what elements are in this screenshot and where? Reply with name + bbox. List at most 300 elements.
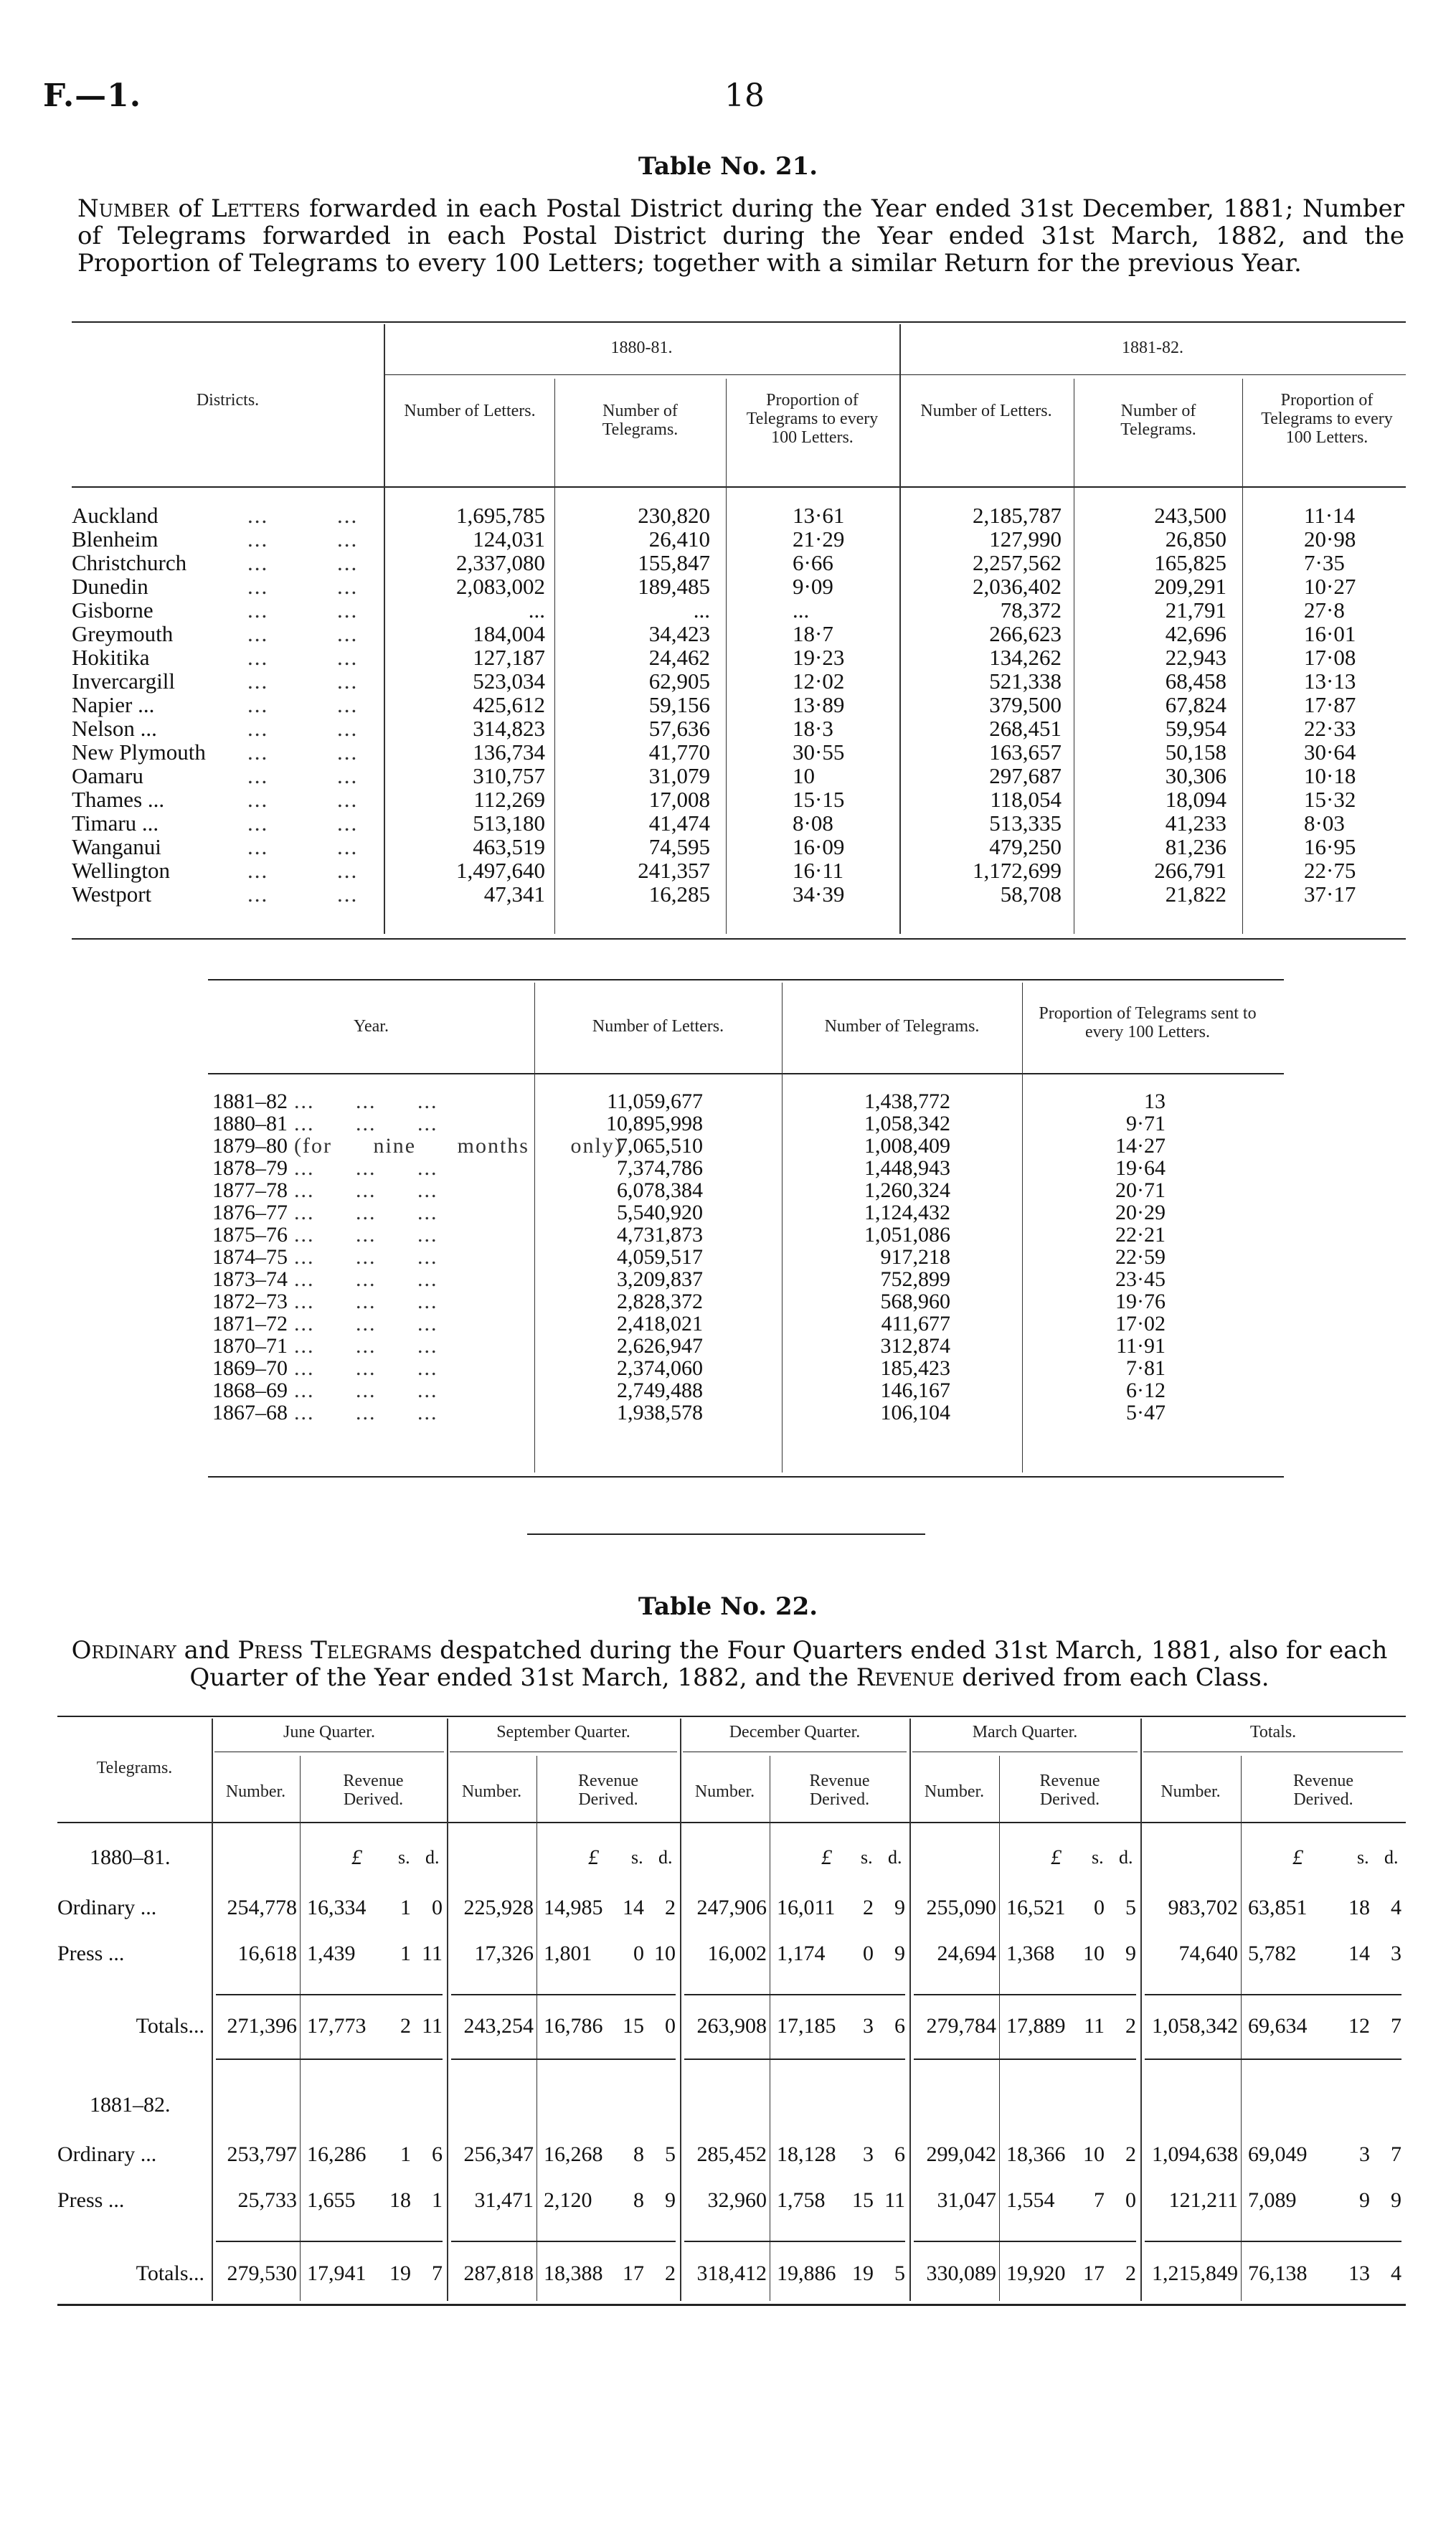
proportion-value: 5·47 [1126, 1401, 1166, 1424]
letters-1880-81: ... [528, 597, 545, 623]
table-21-caption: Number of Letters forwarded in each Postal District during the Year ended 31st December, 1881; Number of Telegrams forwarded in each Postal District during the Year ended 31st March, 1882, and the Proportion of Telegrams to every 100 Letters; together with a similar Return for the previous Year. [77, 194, 1404, 278]
proportion-1881-82: 30·64 [1304, 739, 1356, 765]
revenue-pence: 9 [894, 1896, 905, 1919]
leader-dots: ... [337, 716, 359, 741]
year-suffix: ... ... ... [294, 1334, 438, 1358]
letters-1881-82: 2,185,787 [973, 503, 1062, 528]
leader-dots: ... [247, 716, 269, 741]
telegrams-1880-81: 241,357 [638, 858, 710, 883]
telegrams-1881-82: 21,822 [1165, 881, 1226, 907]
revenue-pounds: 14,985 [544, 1896, 603, 1919]
proportion-value: 20·71 [1115, 1178, 1166, 1202]
header-number: Number. [225, 1782, 286, 1801]
pence-unit: d. [425, 1847, 440, 1868]
revenue-pounds: 1,439 [307, 1942, 356, 1965]
revenue-pence: 0 [665, 2014, 676, 2038]
letters-1881-82: 78,372 [1000, 597, 1062, 623]
proportion-1880-81: 18·7 [793, 621, 833, 646]
proportion-value: 14·27 [1115, 1134, 1166, 1158]
header-number: Number. [694, 1782, 755, 1801]
revenue-pounds: 18,366 [1006, 2142, 1066, 2166]
revenue-shillings: 0 [1094, 1896, 1105, 1919]
revenue-pence: 9 [665, 2188, 676, 2212]
revenue-shillings: 7 [1094, 2188, 1105, 2212]
proportion-value: 13 [1144, 1090, 1166, 1113]
table-row [72, 598, 1406, 622]
telegram-count: 263,908 [696, 2014, 767, 2038]
year-label: 1875–76 [212, 1223, 288, 1247]
telegrams-1880-81: 24,462 [648, 645, 710, 670]
leader-dots: ... [337, 881, 359, 907]
telegram-count: 285,452 [696, 2142, 767, 2166]
revenue-shillings: 19 [389, 2261, 411, 2285]
revenue-shillings: 19 [852, 2261, 874, 2285]
revenue-pence: 9 [1391, 2188, 1401, 2212]
year-label: 1880–81 [212, 1112, 288, 1135]
letters-count: 2,374,060 [617, 1356, 703, 1380]
revenue-shillings: 0 [863, 1942, 874, 1965]
revenue-pence: 5 [894, 2261, 905, 2285]
proportion-1880-81: 30·55 [793, 739, 845, 765]
summary-row [208, 1201, 1284, 1224]
revenue-pounds: 2,120 [544, 2188, 592, 2212]
pound-unit: £ [351, 1845, 362, 1869]
pound-unit: £ [821, 1845, 832, 1869]
district-name: Christchurch [72, 550, 187, 575]
revenue-pounds: 76,138 [1248, 2261, 1308, 2285]
telegram-count: 25,733 [237, 2188, 297, 2212]
header-revenue: Revenue Derived. [809, 1772, 870, 1809]
proportion-1881-82: 13·13 [1304, 668, 1356, 694]
telegrams-count: 106,104 [880, 1401, 950, 1424]
telegram-count: 24,694 [937, 1942, 996, 1965]
header-revenue: Revenue Derived. [1293, 1772, 1353, 1809]
caption-number: Number [77, 194, 169, 223]
proportion-1880-81: 21·29 [793, 526, 845, 552]
telegrams-1881-82: 243,500 [1154, 503, 1226, 528]
telegrams-1880-81: 74,595 [648, 834, 710, 859]
header-districts: Districts. [196, 391, 260, 410]
telegrams-1880-81: 155,847 [638, 550, 710, 575]
proportion-1881-82: 17·87 [1304, 692, 1356, 717]
header-period-1881-82: 1881-82. [1122, 339, 1183, 357]
header-revenue: Revenue Derived. [343, 1772, 404, 1809]
proportion-1880-81: 12·02 [793, 668, 845, 694]
proportion-1881-82: 22·33 [1304, 716, 1356, 741]
pence-unit: d. [1119, 1847, 1133, 1868]
revenue-pounds: 5,782 [1248, 1942, 1297, 1965]
proportion-1881-82: 20·98 [1304, 526, 1356, 552]
revenue-shillings: 15 [852, 2188, 874, 2212]
telegrams-1881-82: 68,458 [1165, 668, 1226, 694]
revenue-pounds: 16,268 [544, 2142, 603, 2166]
letters-count: 2,749,488 [617, 1379, 703, 1402]
proportion-1880-81: ... [793, 597, 810, 623]
telegrams-1880-81: 230,820 [638, 503, 710, 528]
letters-1880-81: 1,695,785 [456, 503, 545, 528]
proportion-1881-82: 15·32 [1304, 787, 1356, 812]
proportion-value: 22·59 [1115, 1245, 1166, 1269]
year-suffix: ... ... ... [294, 1401, 438, 1424]
revenue-pence: 6 [894, 2014, 905, 2038]
telegrams-count: 1,438,772 [864, 1090, 950, 1113]
telegram-count: 1,058,342 [1152, 2014, 1238, 2038]
year-suffix: ... ... ... [294, 1178, 438, 1202]
leader-dots: ... [337, 526, 359, 552]
row-label: Totals... [136, 2261, 204, 2285]
telegram-count: 279,530 [227, 2261, 297, 2285]
leader-dots: ... [337, 503, 359, 528]
header-revenue: Revenue Derived. [1039, 1772, 1100, 1809]
revenue-shillings: 13 [1348, 2261, 1370, 2285]
table-row [72, 551, 1406, 575]
letters-count: 10,895,998 [606, 1112, 703, 1135]
leader-dots: ... [337, 550, 359, 575]
telegrams-count: 312,874 [880, 1334, 950, 1358]
letters-1880-81: 136,734 [473, 739, 545, 765]
summary-row [208, 1335, 1284, 1357]
letters-1880-81: 2,083,002 [456, 574, 545, 599]
letters-1880-81: 124,031 [473, 526, 545, 552]
page-number: 18 [724, 77, 765, 114]
telegrams-1880-81: 34,423 [648, 621, 710, 646]
table-row [72, 575, 1406, 598]
revenue-pounds: 63,851 [1248, 1896, 1308, 1919]
letters-1880-81: 425,612 [473, 692, 545, 717]
revenue-shillings: 8 [633, 2142, 644, 2166]
telegrams-1880-81: 59,156 [648, 692, 710, 717]
shilling-unit: s. [861, 1847, 873, 1868]
telegram-count: 256,347 [463, 2142, 534, 2166]
revenue-pounds: 16,011 [777, 1896, 836, 1919]
pence-unit: d. [1384, 1847, 1399, 1868]
proportion-value: 20·29 [1115, 1201, 1166, 1224]
year-suffix: ... ... ... [294, 1356, 438, 1380]
telegrams-1880-81: 57,636 [648, 716, 710, 741]
revenue-pence: 6 [432, 2142, 443, 2166]
revenue-shillings: 15 [623, 2014, 644, 2038]
year-label: 1873–74 [212, 1267, 288, 1291]
telegrams-count: 1,008,409 [864, 1134, 950, 1158]
proportion-1881-82: 16·95 [1304, 834, 1356, 859]
proportion-1880-81: 16·11 [793, 858, 844, 883]
revenue-pounds: 16,786 [544, 2014, 603, 2038]
table-row [72, 646, 1406, 669]
telegrams-1880-81: 26,410 [648, 526, 710, 552]
telegrams-1881-82: 41,233 [1165, 810, 1226, 836]
telegrams-1881-82: 59,954 [1165, 716, 1226, 741]
proportion-1880-81: 10 [793, 763, 815, 788]
telegram-count: 287,818 [463, 2261, 534, 2285]
telegram-count: 32,960 [707, 2188, 767, 2212]
letters-1880-81: 112,269 [473, 787, 545, 812]
letters-1880-81: 523,034 [473, 668, 545, 694]
letters-1880-81: 1,497,640 [456, 858, 545, 883]
telegram-count: 254,778 [227, 1896, 297, 1919]
letters-1881-82: 513,335 [989, 810, 1062, 836]
telegrams-1880-81: 16,285 [648, 881, 710, 907]
summary-row [208, 1290, 1284, 1313]
table-21-title: Table No. 21. [638, 152, 818, 181]
page-reference: F.—1. [43, 77, 142, 114]
letters-1880-81: 310,757 [473, 763, 545, 788]
revenue-shillings: 3 [1359, 2142, 1370, 2166]
letters-1881-82: 268,451 [989, 716, 1062, 741]
year-label: 1869–70 [212, 1356, 288, 1380]
pound-unit: £ [1292, 1845, 1303, 1869]
leader-dots: ... [247, 881, 269, 907]
telegrams-1881-82: 81,236 [1165, 834, 1226, 859]
shilling-unit: s. [1092, 1847, 1104, 1868]
telegram-count: 318,412 [696, 2261, 767, 2285]
revenue-pence: 3 [1391, 1942, 1401, 1965]
year-label: 1867–68 [212, 1401, 288, 1424]
proportion-value: 19·76 [1115, 1290, 1166, 1313]
revenue-shillings: 10 [1083, 1942, 1105, 1965]
header-period-1880-81: 1880-81. [610, 339, 673, 357]
year-label: 1874–75 [212, 1245, 288, 1269]
letters-1881-82: 2,036,402 [973, 574, 1062, 599]
year-label: 1872–73 [212, 1290, 288, 1313]
proportion-1880-81: 15·15 [793, 787, 845, 812]
table-row [57, 2140, 1420, 2169]
leader-dots: ... [247, 574, 269, 599]
telegram-count: 16,618 [237, 1942, 297, 1965]
table-row [72, 693, 1406, 717]
revenue-pence: 7 [1391, 2142, 1401, 2166]
revenue-shillings: 1 [400, 1942, 411, 1965]
telegrams-1881-82: 67,824 [1165, 692, 1226, 717]
proportion-1880-81: 13·89 [793, 692, 845, 717]
district-name: Wanganui [72, 834, 161, 859]
totals-row [57, 2012, 1420, 2041]
revenue-pounds: 1,174 [777, 1942, 826, 1965]
letters-count: 2,626,947 [617, 1334, 703, 1358]
revenue-shillings: 11 [1084, 2014, 1105, 2038]
revenue-pounds: 1,801 [544, 1942, 592, 1965]
revenue-pence: 2 [1125, 2261, 1136, 2285]
table-row [72, 859, 1406, 882]
summary-header-proportion: Proportion of Telegrams sent to every 100 Letters. [1039, 1004, 1257, 1041]
leader-dots: ... [337, 574, 359, 599]
header-telegrams-1: Number of Telegrams. [602, 402, 679, 439]
year-label: 1868–69 [212, 1379, 288, 1402]
proportion-1881-82: 8·03 [1304, 810, 1345, 836]
telegrams-count: 1,051,086 [864, 1223, 950, 1247]
year-suffix: ... ... ... [294, 1245, 438, 1269]
proportion-value: 22·21 [1115, 1223, 1166, 1247]
header-revenue: Revenue Derived. [578, 1772, 638, 1809]
year-label: 1878–79 [212, 1156, 288, 1180]
leader-dots: ... [337, 621, 359, 646]
telegrams-1880-81: 62,905 [648, 668, 710, 694]
header-number: Number. [924, 1782, 985, 1801]
year-label: 1879–80 [212, 1134, 288, 1158]
table-row [72, 527, 1406, 551]
district-name: Greymouth [72, 621, 174, 646]
district-name: Timaru ... [72, 810, 159, 836]
table-22-caption: Ordinary and Press Telegrams despatched during the Four Quarters ended 31st March, 1881, also for each Quarter of the Year ended 31st March, 1882, and the Revenue derived from each Class. [71, 1636, 1388, 1692]
summary-row [208, 1090, 1284, 1112]
letters-1881-82: 134,262 [989, 645, 1062, 670]
proportion-value: 17·02 [1115, 1312, 1166, 1336]
header-number: Number. [1160, 1782, 1221, 1801]
leader-dots: ... [247, 810, 269, 836]
letters-count: 4,059,517 [617, 1245, 703, 1269]
district-name: Westport [72, 881, 152, 907]
revenue-shillings: 9 [1359, 2188, 1370, 2212]
shilling-unit: s. [1357, 1847, 1369, 1868]
summary-header-year: Year. [354, 1017, 389, 1036]
letters-1881-82: 118,054 [990, 787, 1062, 812]
header-quarter: December Quarter. [729, 1723, 861, 1741]
revenue-shillings: 14 [1348, 1942, 1370, 1965]
revenue-pounds: 16,334 [307, 1896, 367, 1919]
year-suffix: ... ... ... [294, 1312, 438, 1336]
revenue-pence: 5 [1125, 1896, 1136, 1919]
table-row [57, 1894, 1420, 1922]
leader-dots: ... [247, 526, 269, 552]
district-name: Nelson ... [72, 716, 157, 741]
proportion-1881-82: 10·18 [1304, 763, 1356, 788]
leader-dots: ... [337, 597, 359, 623]
proportion-1881-82: 11·14 [1304, 503, 1356, 528]
leader-dots: ... [337, 858, 359, 883]
header-proportion-1: Proportion of Telegrams to every 100 Letters. [746, 391, 879, 447]
summary-row [208, 1402, 1284, 1424]
leader-dots: ... [247, 550, 269, 575]
telegrams-count: 1,260,324 [864, 1178, 950, 1202]
telegrams-1880-81: 189,485 [638, 574, 710, 599]
proportion-1880-81: 8·08 [793, 810, 833, 836]
table-row [72, 669, 1406, 693]
proportion-1880-81: 34·39 [793, 881, 845, 907]
header-quarter: June Quarter. [283, 1723, 375, 1741]
revenue-pence: 11 [884, 2188, 905, 2212]
telegram-count: 121,211 [1168, 2188, 1238, 2212]
telegram-count: 1,094,638 [1152, 2142, 1238, 2166]
table-row [72, 504, 1406, 527]
revenue-shillings: 18 [389, 2188, 411, 2212]
table-row [72, 740, 1406, 764]
revenue-pence: 7 [432, 2261, 443, 2285]
year-suffix: ... ... ... [294, 1156, 438, 1180]
leader-dots: ... [247, 503, 269, 528]
district-name: Napier ... [72, 692, 155, 717]
proportion-1881-82: 16·01 [1304, 621, 1356, 646]
telegram-count: 255,090 [926, 1896, 996, 1919]
revenue-pounds: 17,941 [307, 2261, 367, 2285]
proportion-1881-82: 7·35 [1304, 550, 1345, 575]
letters-1881-82: 297,687 [989, 763, 1062, 788]
summary-row [208, 1157, 1284, 1179]
header-number: Number. [461, 1782, 522, 1801]
table-row [57, 1939, 1420, 1968]
district-name: Invercargill [72, 668, 176, 694]
revenue-pounds: 1,554 [1006, 2188, 1055, 2212]
telegrams-count: 411,677 [881, 1312, 950, 1336]
row-label: Ordinary ... [57, 2142, 157, 2166]
proportion-1881-82: 10·27 [1304, 574, 1356, 599]
year-suffix: ... ... ... [294, 1112, 438, 1135]
leader-dots: ... [337, 645, 359, 670]
revenue-pence: 0 [432, 1896, 443, 1919]
telegrams-1880-81: 31,079 [648, 763, 710, 788]
header-quarter: September Quarter. [496, 1723, 630, 1741]
leader-dots: ... [247, 597, 269, 623]
telegrams-1881-82: 18,094 [1165, 787, 1226, 812]
proportion-value: 6·12 [1126, 1379, 1166, 1402]
pence-unit: d. [658, 1847, 673, 1868]
district-name: Auckland [72, 503, 159, 528]
period-row [57, 2091, 1420, 2119]
telegram-count: 31,471 [474, 2188, 534, 2212]
summary-row [208, 1112, 1284, 1135]
revenue-pence: 4 [1391, 1896, 1401, 1919]
table-row [72, 764, 1406, 788]
leader-dots: ... [247, 692, 269, 717]
revenue-pence: 9 [894, 1942, 905, 1965]
header-telegrams-2: Number of Telegrams. [1120, 402, 1196, 439]
revenue-pounds: 17,773 [307, 2014, 367, 2038]
district-name: Oamaru [72, 763, 143, 788]
revenue-shillings: 17 [623, 2261, 644, 2285]
revenue-pounds: 69,634 [1248, 2014, 1308, 2038]
leader-dots: ... [247, 645, 269, 670]
leader-dots: ... [337, 810, 359, 836]
telegram-count: 279,784 [926, 2014, 996, 2038]
letters-1881-82: 266,623 [989, 621, 1062, 646]
letters-count: 6,078,384 [617, 1178, 703, 1202]
proportion-1880-81: 18·3 [793, 716, 833, 741]
summary-row [208, 1313, 1284, 1335]
revenue-pence: 4 [1391, 2261, 1401, 2285]
letters-1881-82: 58,708 [1000, 881, 1062, 907]
table-22-title: Table No. 22. [638, 1592, 818, 1621]
revenue-pounds: 17,889 [1006, 2014, 1066, 2038]
revenue-shillings: 3 [863, 2142, 874, 2166]
telegram-count: 247,906 [696, 1896, 767, 1919]
leader-dots: ... [247, 858, 269, 883]
letters-count: 7,374,786 [617, 1156, 703, 1180]
revenue-shillings: 10 [1083, 2142, 1105, 2166]
telegram-count: 17,326 [474, 1942, 534, 1965]
year-suffix: (for nine months only) [294, 1134, 623, 1158]
revenue-shillings: 1 [400, 2142, 411, 2166]
year-suffix: ... ... ... [294, 1290, 438, 1313]
telegrams-1880-81: 41,474 [648, 810, 710, 836]
revenue-shillings: 3 [863, 2014, 874, 2038]
telegram-count: 243,254 [463, 2014, 534, 2038]
telegrams-1881-82: 42,696 [1165, 621, 1226, 646]
summary-row [208, 1135, 1284, 1157]
telegrams-1881-82: 26,850 [1165, 526, 1226, 552]
summary-header-letters: Number of Letters. [592, 1017, 724, 1036]
leader-dots: ... [247, 787, 269, 812]
district-name: Dunedin [72, 574, 148, 599]
telegrams-1881-82: 209,291 [1154, 574, 1226, 599]
revenue-shillings: 14 [623, 1896, 644, 1919]
district-name: Blenheim [72, 526, 159, 552]
revenue-pounds: 17,185 [777, 2014, 836, 2038]
telegrams-1881-82: 165,825 [1154, 550, 1226, 575]
letters-1880-81: 463,519 [473, 834, 545, 859]
revenue-pence: 2 [1125, 2142, 1136, 2166]
revenue-pence: 10 [654, 1942, 676, 1965]
year-label: 1870–71 [212, 1334, 288, 1358]
revenue-pence: 2 [665, 1896, 676, 1919]
telegrams-1881-82: 30,306 [1165, 763, 1226, 788]
